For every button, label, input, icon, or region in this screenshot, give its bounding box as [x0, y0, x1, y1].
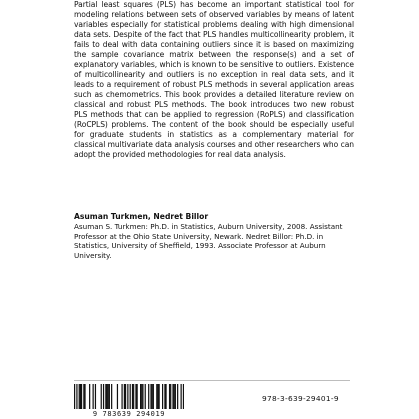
abstract-line: the sample covariance matrix between the response(s) and a set of	[74, 50, 354, 60]
barcode-bar	[84, 384, 85, 409]
barcode-bar	[177, 384, 178, 409]
barcode-bar	[156, 384, 157, 409]
abstract-line: for graduate students in statistics as a complementary material for	[74, 130, 354, 140]
barcode-bar	[109, 384, 110, 409]
barcode-bar	[170, 384, 171, 409]
barcode-bar	[157, 384, 158, 409]
barcode-bar	[81, 384, 82, 409]
barcode-bar	[125, 384, 126, 409]
abstract-line: PLS methods that can be applied to regression (RoPLS) and classification	[74, 110, 354, 120]
barcode-bar	[175, 384, 176, 409]
barcode-bar	[135, 384, 136, 409]
abstract-line: Partial least squares (PLS) has become an important statistical tool for	[74, 0, 354, 9]
barcode-bar	[140, 384, 141, 409]
abstract-line: leads to a requirement of robust PLS methods in several application areas	[74, 80, 354, 90]
barcode-bar	[165, 384, 166, 409]
barcode-bar	[101, 384, 102, 409]
barcode-digits: 9 783639 294019	[74, 409, 184, 419]
barcode-bar	[164, 384, 165, 409]
barcode-bar	[95, 384, 96, 409]
abstract-line: of multicollinearity and outliers is no exception in real data sets, and it	[74, 70, 354, 80]
abstract-line: data sets. Despite of the fact that PLS handles multicollinearity problem, it	[74, 30, 354, 40]
barcode-bar	[141, 384, 142, 409]
author-names: Asuman Turkmen, Nedret Billor	[74, 212, 209, 221]
abstract-line: classical multivariate data analysis courses and other researchers who can	[74, 140, 354, 150]
barcode-bar	[153, 384, 154, 409]
barcode-bar	[93, 384, 94, 409]
barcode-bar	[148, 384, 149, 409]
barcode-bar	[79, 384, 80, 409]
barcode-bar	[108, 384, 109, 409]
barcode-bar	[117, 384, 118, 409]
abstract-text	[74, 0, 354, 160]
abstract-line: fails to deal with data containing outliers since it is based on maximizing	[74, 40, 354, 50]
barcode-bar	[169, 384, 170, 409]
divider	[74, 380, 350, 381]
author-bio	[74, 222, 356, 260]
barcode-bar	[162, 384, 163, 409]
barcode-bar	[133, 384, 134, 409]
barcode-bar	[145, 384, 146, 409]
barcode-bar	[137, 384, 138, 409]
abstract-line: modeling relations between sets of observed variables by means of latent	[74, 10, 354, 20]
barcode-bar	[121, 384, 122, 409]
author-bio-line: Asuman S. Turkmen: Ph.D. in Statistics, Auburn University, 2008. Assistant	[74, 222, 343, 231]
abstract-line: classical and robust PLS methods. The book introduces two new robust	[74, 100, 354, 110]
barcode-bar	[80, 384, 81, 409]
barcode-bar	[132, 384, 133, 409]
abstract-line: adopt the provided methodologies for real data analysis.	[74, 150, 286, 160]
barcode-bar	[103, 384, 104, 409]
barcode-bar	[172, 384, 173, 409]
barcode-bar	[111, 384, 112, 409]
barcode-bar	[83, 384, 84, 409]
author-bio-line: Statistics, University of Sheffield, 1993. Associate Professor at Auburn	[74, 241, 326, 251]
author-bio-line: Professor at the Ohio State University, Newark. Nedret Billor: Ph.D. in	[74, 231, 324, 241]
barcode-bar	[89, 384, 90, 409]
barcode-bar	[106, 384, 107, 409]
barcode-bar	[174, 384, 175, 409]
barcode-bar	[152, 384, 153, 409]
barcode-bar	[124, 384, 125, 409]
abstract-line: explanatory variables, which is known to be sensitive to outliers. Existence	[74, 60, 354, 70]
barcode-bar	[105, 384, 106, 409]
abstract-line: such as chemometrics. This book provides a detailed literature review on	[74, 90, 354, 100]
barcode-bar	[159, 384, 160, 409]
abstract-line: (RoCPLS) problems. The content of the book should be especially useful	[74, 120, 354, 130]
barcode-bar	[150, 384, 151, 409]
barcode-bar	[142, 384, 143, 409]
abstract-line: variables especially for statistical problems dealing with high dimensional	[74, 20, 354, 30]
isbn-number: 978-3-639-29401-9	[262, 394, 339, 403]
author-bio-line: University.	[74, 250, 112, 260]
